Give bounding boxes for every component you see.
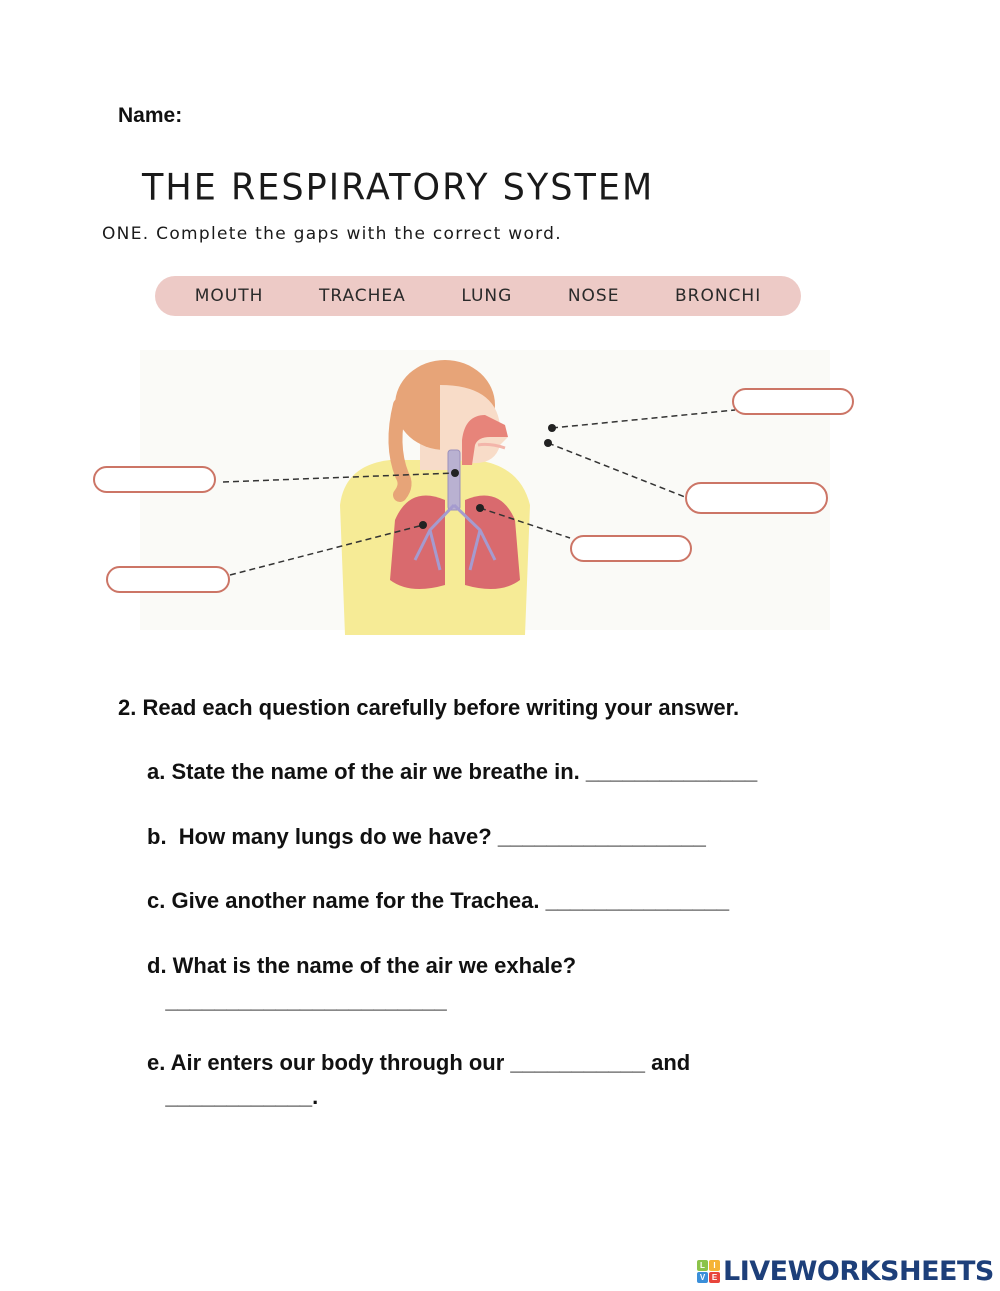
word-bank-item: LUNG <box>461 286 513 306</box>
question-b[interactable]: b. How many lungs do we have? _________________ <box>147 824 706 849</box>
worksheet-title: THE RESPIRATORY SYSTEM <box>142 167 655 209</box>
answer-box-lung[interactable] <box>106 566 230 593</box>
question-d-answer-line[interactable]: _______________________ <box>147 988 447 1013</box>
question-d: d. What is the name of the air we exhale? <box>147 953 577 978</box>
word-bank <box>155 276 801 316</box>
answer-box-nose[interactable] <box>732 388 854 415</box>
section-one-instruction: ONE. Complete the gaps with the correct word. <box>102 224 562 244</box>
question-e[interactable]: e. Air enters our body through our ___________ and <box>147 1050 691 1075</box>
live-logo-icon: L I V E <box>697 1260 720 1283</box>
answer-box-trachea[interactable] <box>93 466 216 493</box>
name-label: Name: <box>118 104 183 127</box>
word-bank-item: BRONCHI <box>674 286 762 306</box>
question-a[interactable]: a. State the name of the air we breathe in. ______________ <box>147 759 758 784</box>
answer-box-mouth[interactable] <box>685 482 828 514</box>
answer-box-bronchi[interactable] <box>570 535 692 562</box>
section-two-heading: 2. Read each question carefully before writing your answer. <box>118 695 740 720</box>
logo-text: LIVEWORKSHEETS <box>723 1256 994 1287</box>
word-bank-item: MOUTH <box>194 286 264 306</box>
question-c[interactable]: c. Give another name for the Trachea. _______________ <box>147 888 730 913</box>
question-e-answer-line[interactable]: ____________. <box>147 1084 319 1109</box>
word-bank-item: NOSE <box>567 286 620 306</box>
respiratory-diagram <box>90 345 870 635</box>
liveworksheets-logo <box>697 1256 994 1287</box>
word-bank-item: TRACHEA <box>318 286 406 306</box>
